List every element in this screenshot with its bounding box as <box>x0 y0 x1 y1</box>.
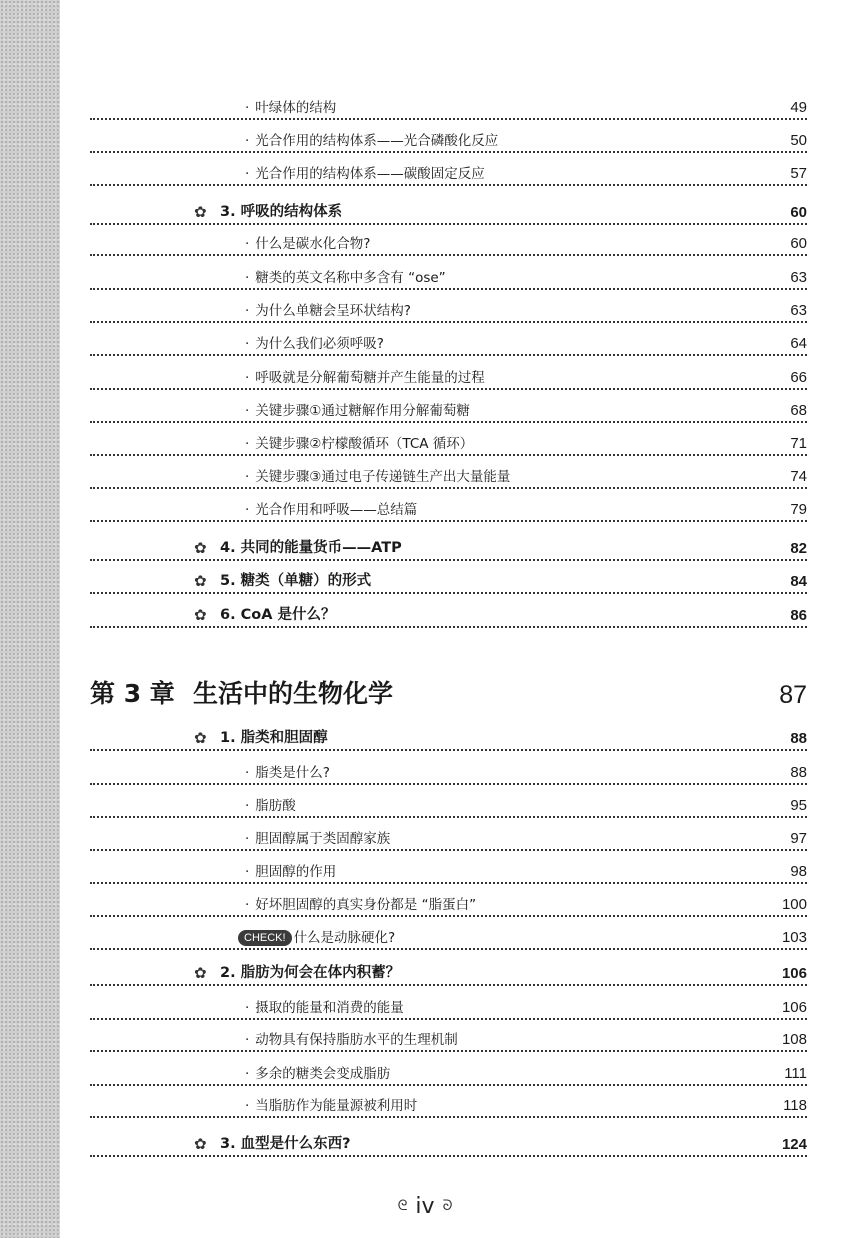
toc-entry-label: 呼吸就是分解葡萄糖并产生能量的过程 <box>255 370 485 386</box>
bullet-dot: · <box>245 336 250 352</box>
toc-entry[interactable] <box>90 461 807 489</box>
bullet-dot: · <box>245 1000 250 1016</box>
toc-entry-label: 脂肪酸 <box>255 798 296 814</box>
bullet-dot: · <box>245 436 250 452</box>
toc-entry-page-number: 82 <box>790 540 807 557</box>
toc-section-entry[interactable] <box>90 600 807 628</box>
toc-entry-page-number: 50 <box>790 132 807 149</box>
toc-entry[interactable] <box>90 428 807 456</box>
toc-entry-label: 摄取的能量和消费的能量 <box>255 1000 404 1016</box>
toc-entry[interactable] <box>90 856 807 884</box>
toc-entry-page-number: 49 <box>790 99 807 116</box>
bullet-dot: · <box>245 100 250 116</box>
toc-entry-label: 为什么单糖会呈环状结构? <box>255 303 411 319</box>
toc-entry-label: 糖类的英文名称中多含有 “ose” <box>255 270 446 286</box>
toc-entry[interactable] <box>90 262 807 290</box>
toc-entry[interactable] <box>90 295 807 323</box>
flower-icon: ✿ <box>194 729 207 747</box>
toc-entry-page-number: 98 <box>790 863 807 880</box>
folio-number: iv <box>415 1194 435 1219</box>
flower-icon: ✿ <box>194 203 207 221</box>
toc-entry-page-number: 74 <box>790 468 807 485</box>
toc-entry[interactable] <box>90 790 807 818</box>
toc-entry-label: 3. 血型是什么东西? <box>220 1136 351 1152</box>
scanned-margin-texture <box>0 0 60 1238</box>
toc-entry[interactable] <box>90 158 807 186</box>
toc-entry-label: 5. 糖类（单糖）的形式 <box>220 573 372 589</box>
flower-icon: ✿ <box>194 606 207 624</box>
toc-section-entry[interactable] <box>90 958 807 986</box>
toc-entry-label: 关键步骤③通过电子传递链生产出大量能量 <box>255 469 511 485</box>
toc-entry-page-number: 111 <box>784 1065 807 1082</box>
toc-entry[interactable] <box>90 362 807 390</box>
bullet-dot: · <box>245 370 250 386</box>
toc-entry[interactable] <box>90 328 807 356</box>
toc-entry-page-number: 63 <box>790 302 807 319</box>
bullet-dot: · <box>245 403 250 419</box>
bullet-dot: · <box>245 1032 250 1048</box>
bullet-dot: · <box>245 303 250 319</box>
toc-entry-label: 4. 共同的能量货币——ATP <box>220 540 402 556</box>
toc-entry-page-number: 66 <box>790 369 807 386</box>
toc-entry-label: 光合作用的结构体系——光合磷酸化反应 <box>255 133 499 149</box>
toc-entry-page-number: 88 <box>790 730 807 747</box>
toc-entry[interactable] <box>90 823 807 851</box>
toc-section-entry[interactable] <box>90 566 807 594</box>
toc-entry-page-number: 79 <box>790 501 807 518</box>
flower-icon: ✿ <box>194 539 207 557</box>
toc-entry[interactable] <box>90 125 807 153</box>
toc-entry-label: 多余的糖类会变成脂肪 <box>255 1066 391 1082</box>
chapter-title: 生活中的生物化学 <box>193 679 394 708</box>
toc-entry-label: 关键步骤①通过糖解作用分解葡萄糖 <box>255 403 470 419</box>
toc-entry-page-number: 68 <box>790 402 807 419</box>
toc-entry-page-number: 95 <box>790 797 807 814</box>
toc-entry-label: 关键步骤②柠檬酸循环（TCA 循环） <box>255 436 474 452</box>
toc-entry-page-number: 60 <box>790 235 807 252</box>
toc-entry[interactable] <box>90 1024 807 1052</box>
toc-entry[interactable] <box>90 1090 807 1118</box>
toc-entry[interactable] <box>90 1058 807 1086</box>
toc-entry[interactable] <box>90 494 807 522</box>
toc-section-entry[interactable] <box>90 197 807 225</box>
toc-entry[interactable] <box>90 92 807 120</box>
bullet-dot: · <box>245 166 250 182</box>
toc-entry-label: 1. 脂类和胆固醇 <box>220 730 328 746</box>
bullet-dot: · <box>245 270 250 286</box>
toc-entry-page-number: 106 <box>781 999 807 1016</box>
toc-entry-page-number: 103 <box>781 929 807 946</box>
bullet-dot: · <box>245 133 250 149</box>
toc-section-entry[interactable] <box>90 533 807 561</box>
toc-entry-page-number: 86 <box>790 607 807 624</box>
toc-entry-label: 为什么我们必须呼吸? <box>255 336 384 352</box>
bullet-dot: · <box>245 897 250 913</box>
toc-entry[interactable] <box>90 889 807 917</box>
check-badge: CHECK! <box>238 930 292 946</box>
right-ornament-icon: ᘐ <box>442 1198 453 1214</box>
bullet-dot: · <box>245 1066 250 1082</box>
bullet-dot: · <box>245 1098 250 1114</box>
page-folio <box>0 1194 850 1219</box>
bullet-dot: · <box>245 469 250 485</box>
bullet-dot: · <box>245 765 250 781</box>
toc-entry-label: 叶绿体的结构 <box>255 100 337 116</box>
toc-section-entry[interactable] <box>90 723 807 751</box>
toc-entry-label: 光合作用的结构体系——碳酸固定反应 <box>255 166 485 182</box>
toc-entry-page-number: 124 <box>781 1136 807 1153</box>
bullet-dot: · <box>245 798 250 814</box>
toc-entry[interactable] <box>90 228 807 256</box>
toc-entry-label: 脂类是什么? <box>255 765 330 781</box>
toc-entry-page-number: 84 <box>790 573 807 590</box>
toc-entry[interactable] <box>90 922 807 950</box>
toc-entry-page-number: 64 <box>790 335 807 352</box>
toc-entry-label: 什么是碳水化合物? <box>255 236 371 252</box>
toc-entry-label: 当脂肪作为能量源被利用时 <box>255 1098 418 1114</box>
bullet-dot: · <box>245 236 250 252</box>
toc-entry-page-number: 106 <box>781 965 807 982</box>
toc-entry-label: 好坏胆固醇的真实身份都是 “脂蛋白” <box>255 897 477 913</box>
bullet-dot: · <box>245 831 250 847</box>
toc-entry-label: 动物具有保持脂肪水平的生理机制 <box>255 1032 458 1048</box>
toc-entry-page-number: 63 <box>790 269 807 286</box>
toc-entry-page-number: 118 <box>783 1097 807 1114</box>
toc-entry-page-number: 60 <box>790 204 807 221</box>
toc-entry-label: 胆固醇属于类固醇家族 <box>255 831 391 847</box>
bullet-dot: · <box>245 864 250 880</box>
toc-entry-label: 6. CoA 是什么？ <box>220 607 336 623</box>
toc-entry-page-number: 57 <box>790 165 807 182</box>
toc-entry-page-number: 88 <box>790 764 807 781</box>
left-ornament-icon: ᘓ <box>397 1198 408 1214</box>
toc-entry-label: 2. 脂肪为何会在体内积蓄？ <box>220 965 401 981</box>
toc-section-entry[interactable] <box>90 1129 807 1157</box>
toc-entry-label: 3. 呼吸的结构体系 <box>220 204 343 220</box>
toc-entry[interactable] <box>90 992 807 1020</box>
toc-entry-page-number: 100 <box>781 896 807 913</box>
flower-icon: ✿ <box>194 964 207 982</box>
toc-entry-label: 光合作用和呼吸——总结篇 <box>255 502 418 518</box>
chapter-heading <box>90 674 807 710</box>
toc-entry-label: 胆固醇的作用 <box>255 864 337 880</box>
flower-icon: ✿ <box>194 572 207 590</box>
chapter-number: 第 3 章 <box>90 679 175 708</box>
toc-entry-label: 什么是动脉硬化? <box>293 930 396 946</box>
toc-entry[interactable] <box>90 395 807 423</box>
toc-entry-page-number: 97 <box>790 830 807 847</box>
bullet-dot: · <box>245 502 250 518</box>
chapter-page-number: 87 <box>779 681 807 709</box>
toc-entry-page-number: 108 <box>781 1031 807 1048</box>
flower-icon: ✿ <box>194 1135 207 1153</box>
toc-entry[interactable] <box>90 757 807 785</box>
toc-entry-page-number: 71 <box>790 435 807 452</box>
